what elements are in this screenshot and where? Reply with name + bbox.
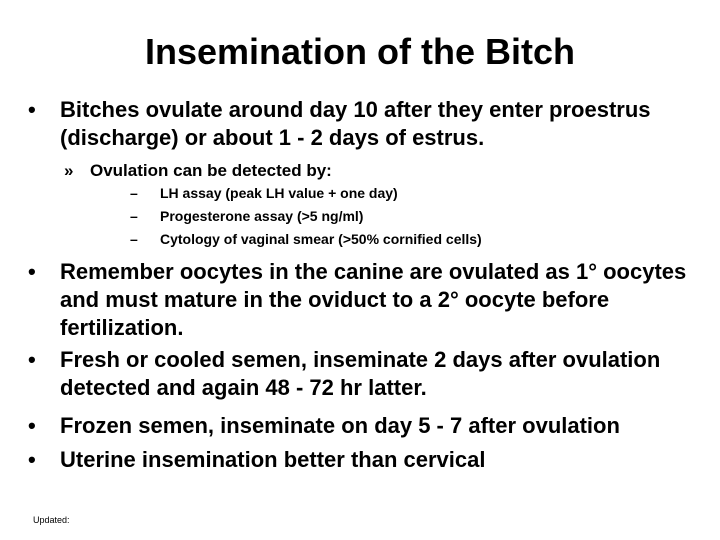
dash-icon: –	[130, 208, 138, 224]
sub-bullet-marker-icon: »	[64, 161, 74, 180]
bullet-text: Frozen semen, inseminate on day 5 - 7 after ovulation	[60, 413, 620, 438]
subsub-bullet-item	[130, 205, 680, 227]
subsub-bullet-item	[130, 182, 680, 204]
bullet-text: Bitches ovulate around day 10 after they enter proestrus (discharge) or about 1 - 2 days of estrus.	[60, 97, 651, 150]
bullet-item	[28, 412, 710, 440]
bullet-item	[28, 96, 710, 152]
bullet-text: Remember oocytes in the canine are ovulated as 1° oocytes and must mature in the oviduct to a 2° oocyte before fertilization.	[60, 259, 687, 340]
footer-updated-label: Updated:	[33, 515, 70, 525]
bullet-item	[28, 258, 710, 342]
subsub-bullet-text: Cytology of vaginal smear (>50% cornified cells)	[160, 231, 482, 247]
bullet-dot-icon: •	[28, 347, 36, 372]
bullet-dot-icon: •	[28, 413, 36, 438]
subsub-bullet-item	[130, 228, 680, 250]
slide-title: Insemination of the Bitch	[144, 31, 575, 72]
bullet-text: Fresh or cooled semen, inseminate 2 days after ovulation detected and again 48 - 72 hr latter.	[60, 347, 661, 400]
subsub-bullet-text: LH assay (peak LH value + one day)	[160, 185, 398, 201]
bullet-dot-icon: •	[28, 447, 36, 472]
bullet-item	[28, 346, 710, 402]
bullet-text: Uterine insemination better than cervical	[60, 447, 486, 472]
sub-bullet-text: Ovulation can be detected by:	[90, 161, 332, 180]
sub-bullet-item	[64, 160, 710, 182]
bullet-dot-icon: •	[28, 259, 36, 284]
bullet-dot-icon: •	[28, 97, 36, 122]
dash-icon: –	[130, 231, 138, 247]
dash-icon: –	[130, 185, 138, 201]
subsub-bullet-text: Progesterone assay (>5 ng/ml)	[160, 208, 364, 224]
bullet-item	[28, 446, 710, 474]
